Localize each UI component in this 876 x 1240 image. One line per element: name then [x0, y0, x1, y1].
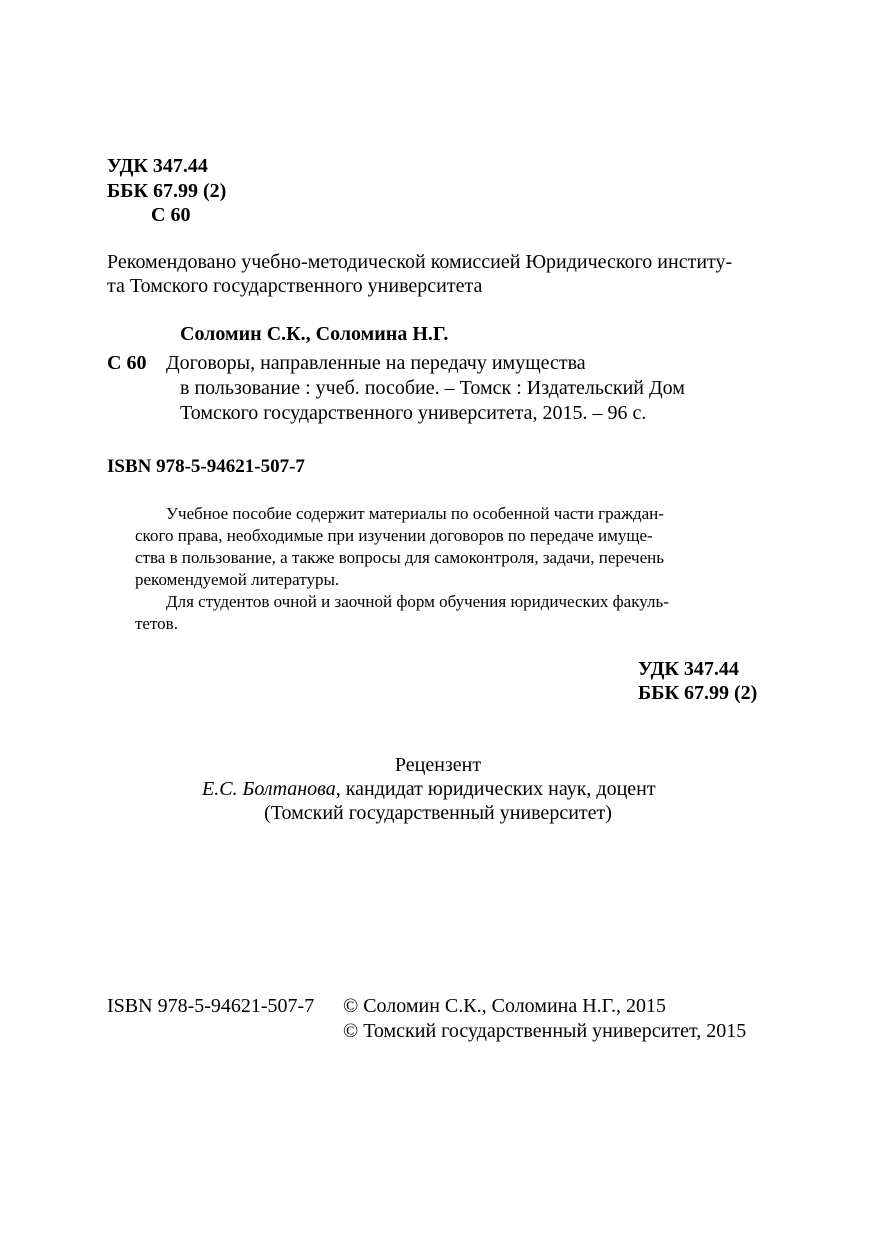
reviewer-degree: , кандидат юридических наук, доцент: [335, 778, 656, 800]
authors: Соломин С.К., Соломина Н.Г.: [180, 323, 449, 345]
copyright-university: © Томский государственный университет, 2015: [343, 1020, 747, 1042]
recommendation-line-2: та Томского государственного университета: [107, 275, 483, 297]
book-title-line-2: в пользование : учеб. пособие. – Томск : Издательский Дом: [180, 377, 685, 399]
abstract-line-3: ства в пользование, а также вопросы для самоконтроля, задачи, перечень: [135, 548, 664, 567]
reviewer-title: Рецензент: [394, 754, 482, 776]
abstract-line-2: ского права, необходимые при изучении договоров по передаче имуще-: [135, 526, 653, 545]
udk-top: УДК 347.44: [107, 155, 208, 177]
book-title-line-3: Томского государственного университета, 2015. – 96 с.: [180, 402, 647, 424]
bbk-top: ББК 67.99 (2): [107, 180, 227, 202]
reviewer-affiliation: (Томский государственный университет): [264, 802, 612, 824]
isbn-bold: ISBN 978-5-94621-507-7: [107, 456, 305, 477]
isbn-copyright: ISBN 978-5-94621-507-7: [107, 995, 315, 1017]
reviewer-name: Е.С. Болтанова: [202, 778, 336, 800]
abstract-line-6: тетов.: [135, 614, 178, 633]
bbk-bottom: ББК 67.99 (2): [638, 682, 758, 704]
author-mark-top: С 60: [151, 204, 191, 226]
abstract-line-4: рекомендуемой литературы.: [135, 570, 340, 589]
author-mark: С 60: [107, 352, 147, 374]
recommendation-line-1: Рекомендовано учебно-методической комиссией Юридического институ-: [107, 251, 733, 273]
udk-bottom: УДК 347.44: [638, 658, 739, 680]
copyright-authors: © Соломин С.К., Соломина Н.Г., 2015: [343, 995, 666, 1017]
abstract-line-1: Учебное пособие содержит материалы по особенной части граждан-: [166, 504, 664, 523]
reviewer-line: [202, 779, 656, 799]
abstract-line-5: Для студентов очной и заочной форм обучения юридических факуль-: [166, 592, 669, 611]
book-title-line-1: Договоры, направленные на передачу имущества: [166, 352, 586, 374]
